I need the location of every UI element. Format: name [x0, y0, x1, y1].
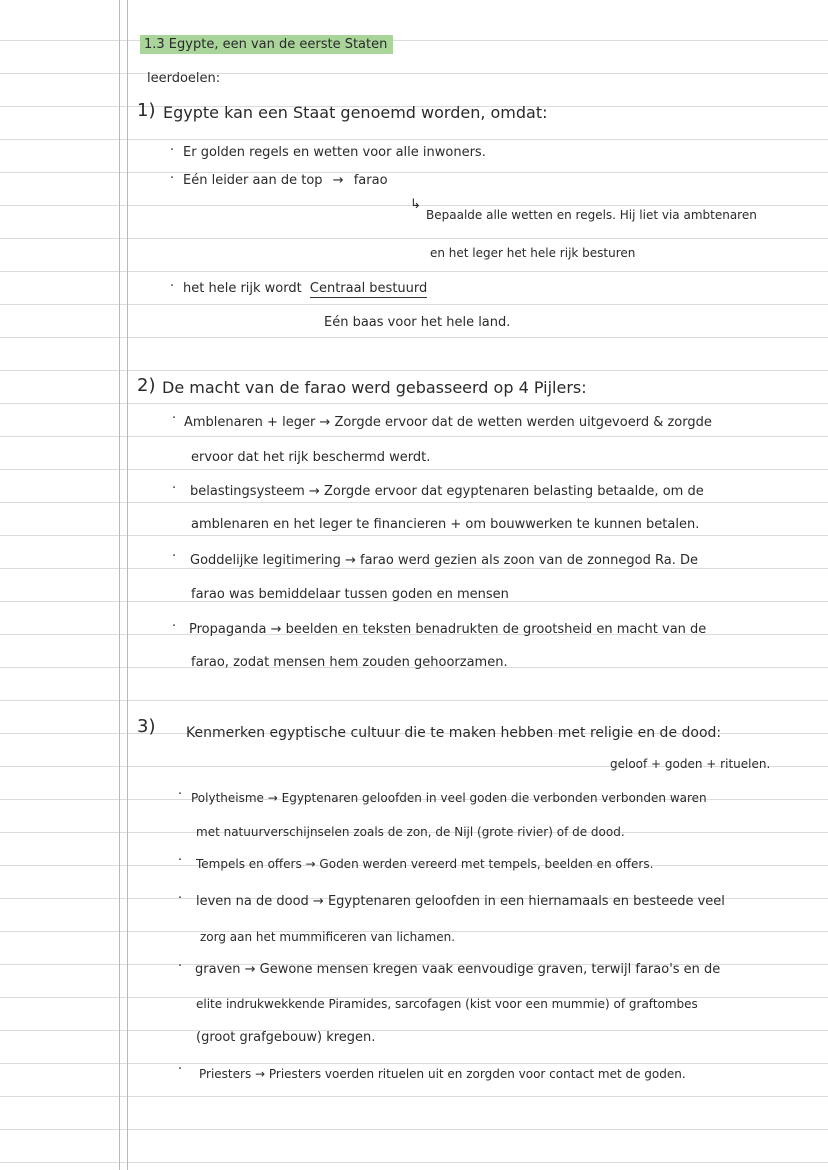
- s3-item-4b: elite indrukwekkende Piramides, sarcofagen (kist voor een mummie) of graftombes: [196, 997, 698, 1011]
- s2-item-2a: belastingsysteem → Zorgde ervoor dat egyptenaren belasting betaalde, om de: [190, 484, 704, 499]
- bullet: ·: [170, 279, 175, 294]
- bullet: ·: [178, 1062, 183, 1077]
- s1-b3-underlined: Centraal bestuurd: [309, 281, 428, 296]
- bullet: ·: [178, 853, 183, 868]
- s2-item-4a: Propaganda → beelden en teksten benadrukten de grootsheid en macht van de: [189, 622, 707, 637]
- bullet: ·: [178, 787, 183, 802]
- corner-arrow-icon: ↳: [410, 197, 421, 212]
- bullet: ·: [170, 143, 175, 158]
- s1-sub-1: Bepaalde alle wetten en regels. Hij liet via ambtenaren: [426, 208, 757, 222]
- s3-item-3a: leven na de dood → Egyptenaren geloofden in een hiernamaals en besteede veel: [196, 894, 725, 909]
- s2-item-4b: farao, zodat mensen hem zouden gehoorzamen.: [191, 655, 508, 670]
- s1-b2-post: farao: [353, 173, 388, 188]
- s2-item-3b: farao was bemiddelaar tussen goden en mensen: [191, 587, 509, 602]
- s3-item-5: Priesters → Priesters voerden rituelen uit en zorgden voor contact met de goden.: [199, 1067, 686, 1081]
- bullet: ·: [172, 619, 177, 634]
- s1-b3-pre: het hele rijk wordt: [183, 281, 302, 296]
- s2-item-3a: Goddelijke legitimering → farao werd gezien als zoon van de zonnegod Ra. De: [190, 553, 698, 568]
- page-title: [140, 38, 393, 53]
- s3-item-3b: zorg aan het mummificeren van lichamen.: [200, 930, 456, 944]
- bullet: ·: [172, 481, 177, 496]
- arrow-icon: →: [332, 173, 344, 188]
- s3-note: geloof + goden + rituelen.: [610, 757, 771, 771]
- bullet: ·: [172, 549, 177, 564]
- s3-item-4c: (groot grafgebouw) kregen.: [196, 1030, 376, 1045]
- s1-bullet-2: [183, 174, 388, 189]
- s2-item-1a: Amblenaren + leger → Zorgde ervoor dat de wetten werden uitgevoerd & zorgde: [184, 415, 712, 430]
- s2-item-1b: ervoor dat het rijk beschermd werdt.: [191, 450, 431, 465]
- s1-bullet-3: [183, 282, 427, 297]
- section-2-heading: De macht van de farao werd gebasseerd op 4 Pijlers:: [162, 378, 587, 397]
- s1-sub-2: en het leger het hele rijk besturen: [430, 246, 636, 260]
- s3-item-1a: Polytheisme → Egyptenaren geloofden in veel goden die verbonden verbonden waren: [191, 791, 707, 805]
- bullet: ·: [170, 171, 175, 186]
- bullet: ·: [172, 411, 177, 426]
- s2-item-2b: amblenaren en het leger te financieren + om bouwwerken te kunnen betalen.: [191, 517, 700, 532]
- s1-note: Eén baas voor het hele land.: [324, 315, 511, 330]
- bullet: ·: [178, 959, 183, 974]
- section-3-number: 3): [137, 716, 156, 737]
- s1-bullet-1: Er golden regels en wetten voor alle inwoners.: [183, 145, 486, 160]
- bullet: ·: [178, 891, 183, 906]
- s3-item-4a: graven → Gewone mensen kregen vaak eenvoudige graven, terwijl farao's en de: [195, 962, 721, 977]
- title-highlight: 1.3 Egypte, een van de eerste Staten: [140, 35, 393, 54]
- s3-item-1b: met natuurverschijnselen zoals de zon, de Nijl (grote rivier) of de dood.: [196, 825, 625, 839]
- section-3-heading: Kenmerken egyptische cultuur die te maken hebben met religie en de dood:: [186, 725, 722, 741]
- section-2-number: 2): [137, 375, 156, 396]
- margin-line-left: [119, 0, 120, 1170]
- margin-line-right: [127, 0, 128, 1170]
- section-1-number: 1): [137, 100, 156, 121]
- s3-item-2: Tempels en offers → Goden werden vereerd met tempels, beelden en offers.: [196, 857, 654, 871]
- subtitle: leerdoelen:: [147, 71, 221, 86]
- s1-b2-pre: Eén leider aan de top: [183, 173, 323, 188]
- section-1-heading: Egypte kan een Staat genoemd worden, omdat:: [163, 103, 548, 122]
